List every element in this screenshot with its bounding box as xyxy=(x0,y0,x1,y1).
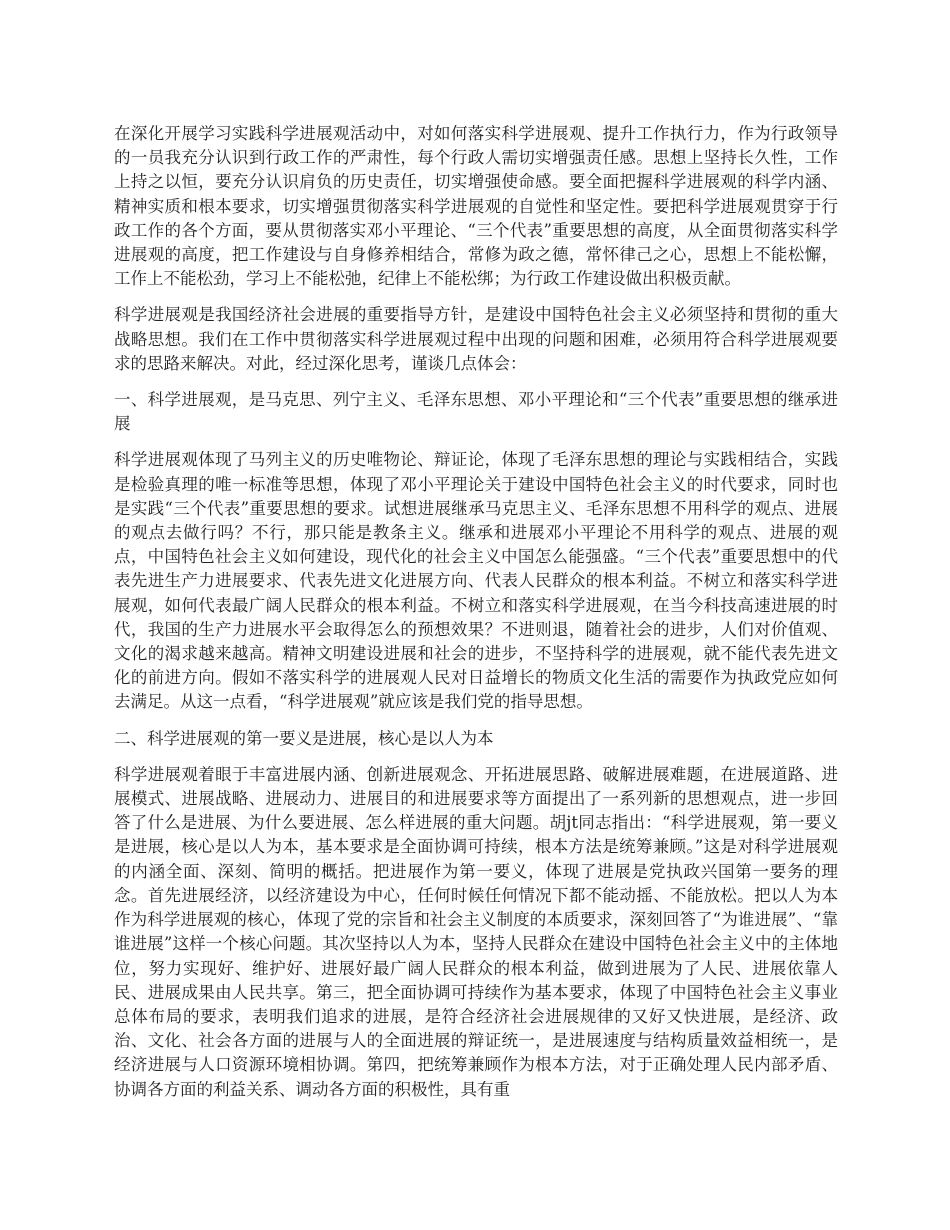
section-2-paragraph: 科学进展观着眼于丰富进展内涵、创新进展观念、开拓进展思路、破解进展难题，在进展道路、进展模式、进展战略、进展动力、进展目的和进展要求等方面提出了一系列新的思想观点，进一步回答了什么是进展、为什么要进展、怎么样进展的重大问题。胡jt同志指出：“科学进展观，第一要义是进展，核心是以人为本，基本要求是全面协调可持续，根本方法是统筹兼顾。”这是对科学进展观的内涵全面、深刻、简明的概括。把进展作为第一要义，体现了进展是党执政兴国第一要务的理念。首先进展经济，以经济建设为中心，任何时候任何情况下都不能动摇、不能放松。把以人为本作为科学进展观的核心，体现了党的宗旨和社会主义制度的本质要求，深刻回答了“为谁进展”、“靠谁进展”这样一个核心问题。其次坚持以人为本，坚持人民群众在建设中国特色社会主义中的主体地位，努力实现好、维护好、进展好最广阔人民群众的根本利益，做到进展为了人民、进展依靠人民、进展成果由人民共享。第三，把全面协调可持续作为基本要求，体现了中国特色社会主义事业总体布局的要求，表明我们追求的进展，是符合经济社会进展规律的又好又快进展，是经济、政治、文化、社会各方面的进展与人的全面进展的辩证统一，是进展速度与结构质量效益相统一，是经济进展与人口资源环境相协调。第四，把统筹兼顾作为根本方法，对于正确处理人民内部矛盾、协调各方面的利益关系、调动各方面的积极性，具有重 xyxy=(114,764,838,1099)
section-1-paragraph: 科学进展观体现了马列主义的历史唯物论、辩证论，体现了毛泽东思想的理论与实践相结合，实践是检验真理的唯一标准等思想，体现了邓小平理论关于建设中国特色社会主义的时代要求，同时也是实践“三个代表”重要思想的要求。试想进展继承马克思主义、毛泽东思想不用科学的观点、进展的观点去做行吗？不行，那只能是教条主义。继承和进展邓小平理论不用科学的观点、进展的观点，中国特色社会主义如何建设，现代化的社会主义中国怎么能强盛。“三个代表”重要思想中的代表先进生产力进展要求、代表先进文化进展方向、代表人民群众的根本利益。不树立和落实科学进展观，如何代表最广阔人民群众的根本利益。不树立和落实科学进展观，在当今科技高速进展的时代，我国的生产力进展水平会取得怎么的预想效果？不进则退，随着社会的进步，人们对价值观、文化的渴求越来越高。精神文明建设进展和社会的进步，不坚持科学的进展观，就不能代表先进文化的前进方向。假如不落实科学的进展观人民对日益增长的物质文化生活的需要作为执政党应如何去满足。从这一点看，“科学进展观”就应该是我们党的指导思想。 xyxy=(114,450,838,712)
overview-paragraph: 科学进展观是我国经济社会进展的重要指导方针，是建设中国特色社会主义必须坚持和贯彻的重大战略思想。我们在工作中贯彻落实科学进展观过程中出现的问题和困难，必须用符合科学进展观要求的思路来解决。对此，经过深化思考，谨谈几点体会： xyxy=(114,305,838,373)
intro-paragraph: 在深化开展学习实践科学进展观活动中，对如何落实科学进展观、提升工作执行力，作为行政领导的一员我充分认识到行政工作的严肃性，每个行政人需切实增强责任感。思想上坚持长久性，工作上持之以恒，要充分认识肩负的历史责任，切实增强使命感。要全面把握科学进展观的科学内涵、精神实质和根本要求，切实增强贯彻落实科学进展观的自觉性和坚定性。要把科学进展观贯穿于行政工作的各个方面，要从贯彻落实邓小平理论、“三个代表”重要思想的高度，从全面贯彻落实科学进展观的高度，把工作建设与自身修养相结合，常修为政之德，常怀律己之心，思想上不能松懈，工作上不能松劲，学习上不能松弛，纪律上不能松绑；为行政工作建设做出积极贡献。 xyxy=(114,124,838,289)
section-heading-1: 一、科学进展观，是马克思、列宁主义、毛泽东思想、邓小平理论和“三个代表”重要思想的继承进展 xyxy=(114,390,838,434)
section-heading-2: 二、科学进展观的第一要义是进展，核心是以人为本 xyxy=(114,728,494,748)
document-body xyxy=(114,122,838,1114)
